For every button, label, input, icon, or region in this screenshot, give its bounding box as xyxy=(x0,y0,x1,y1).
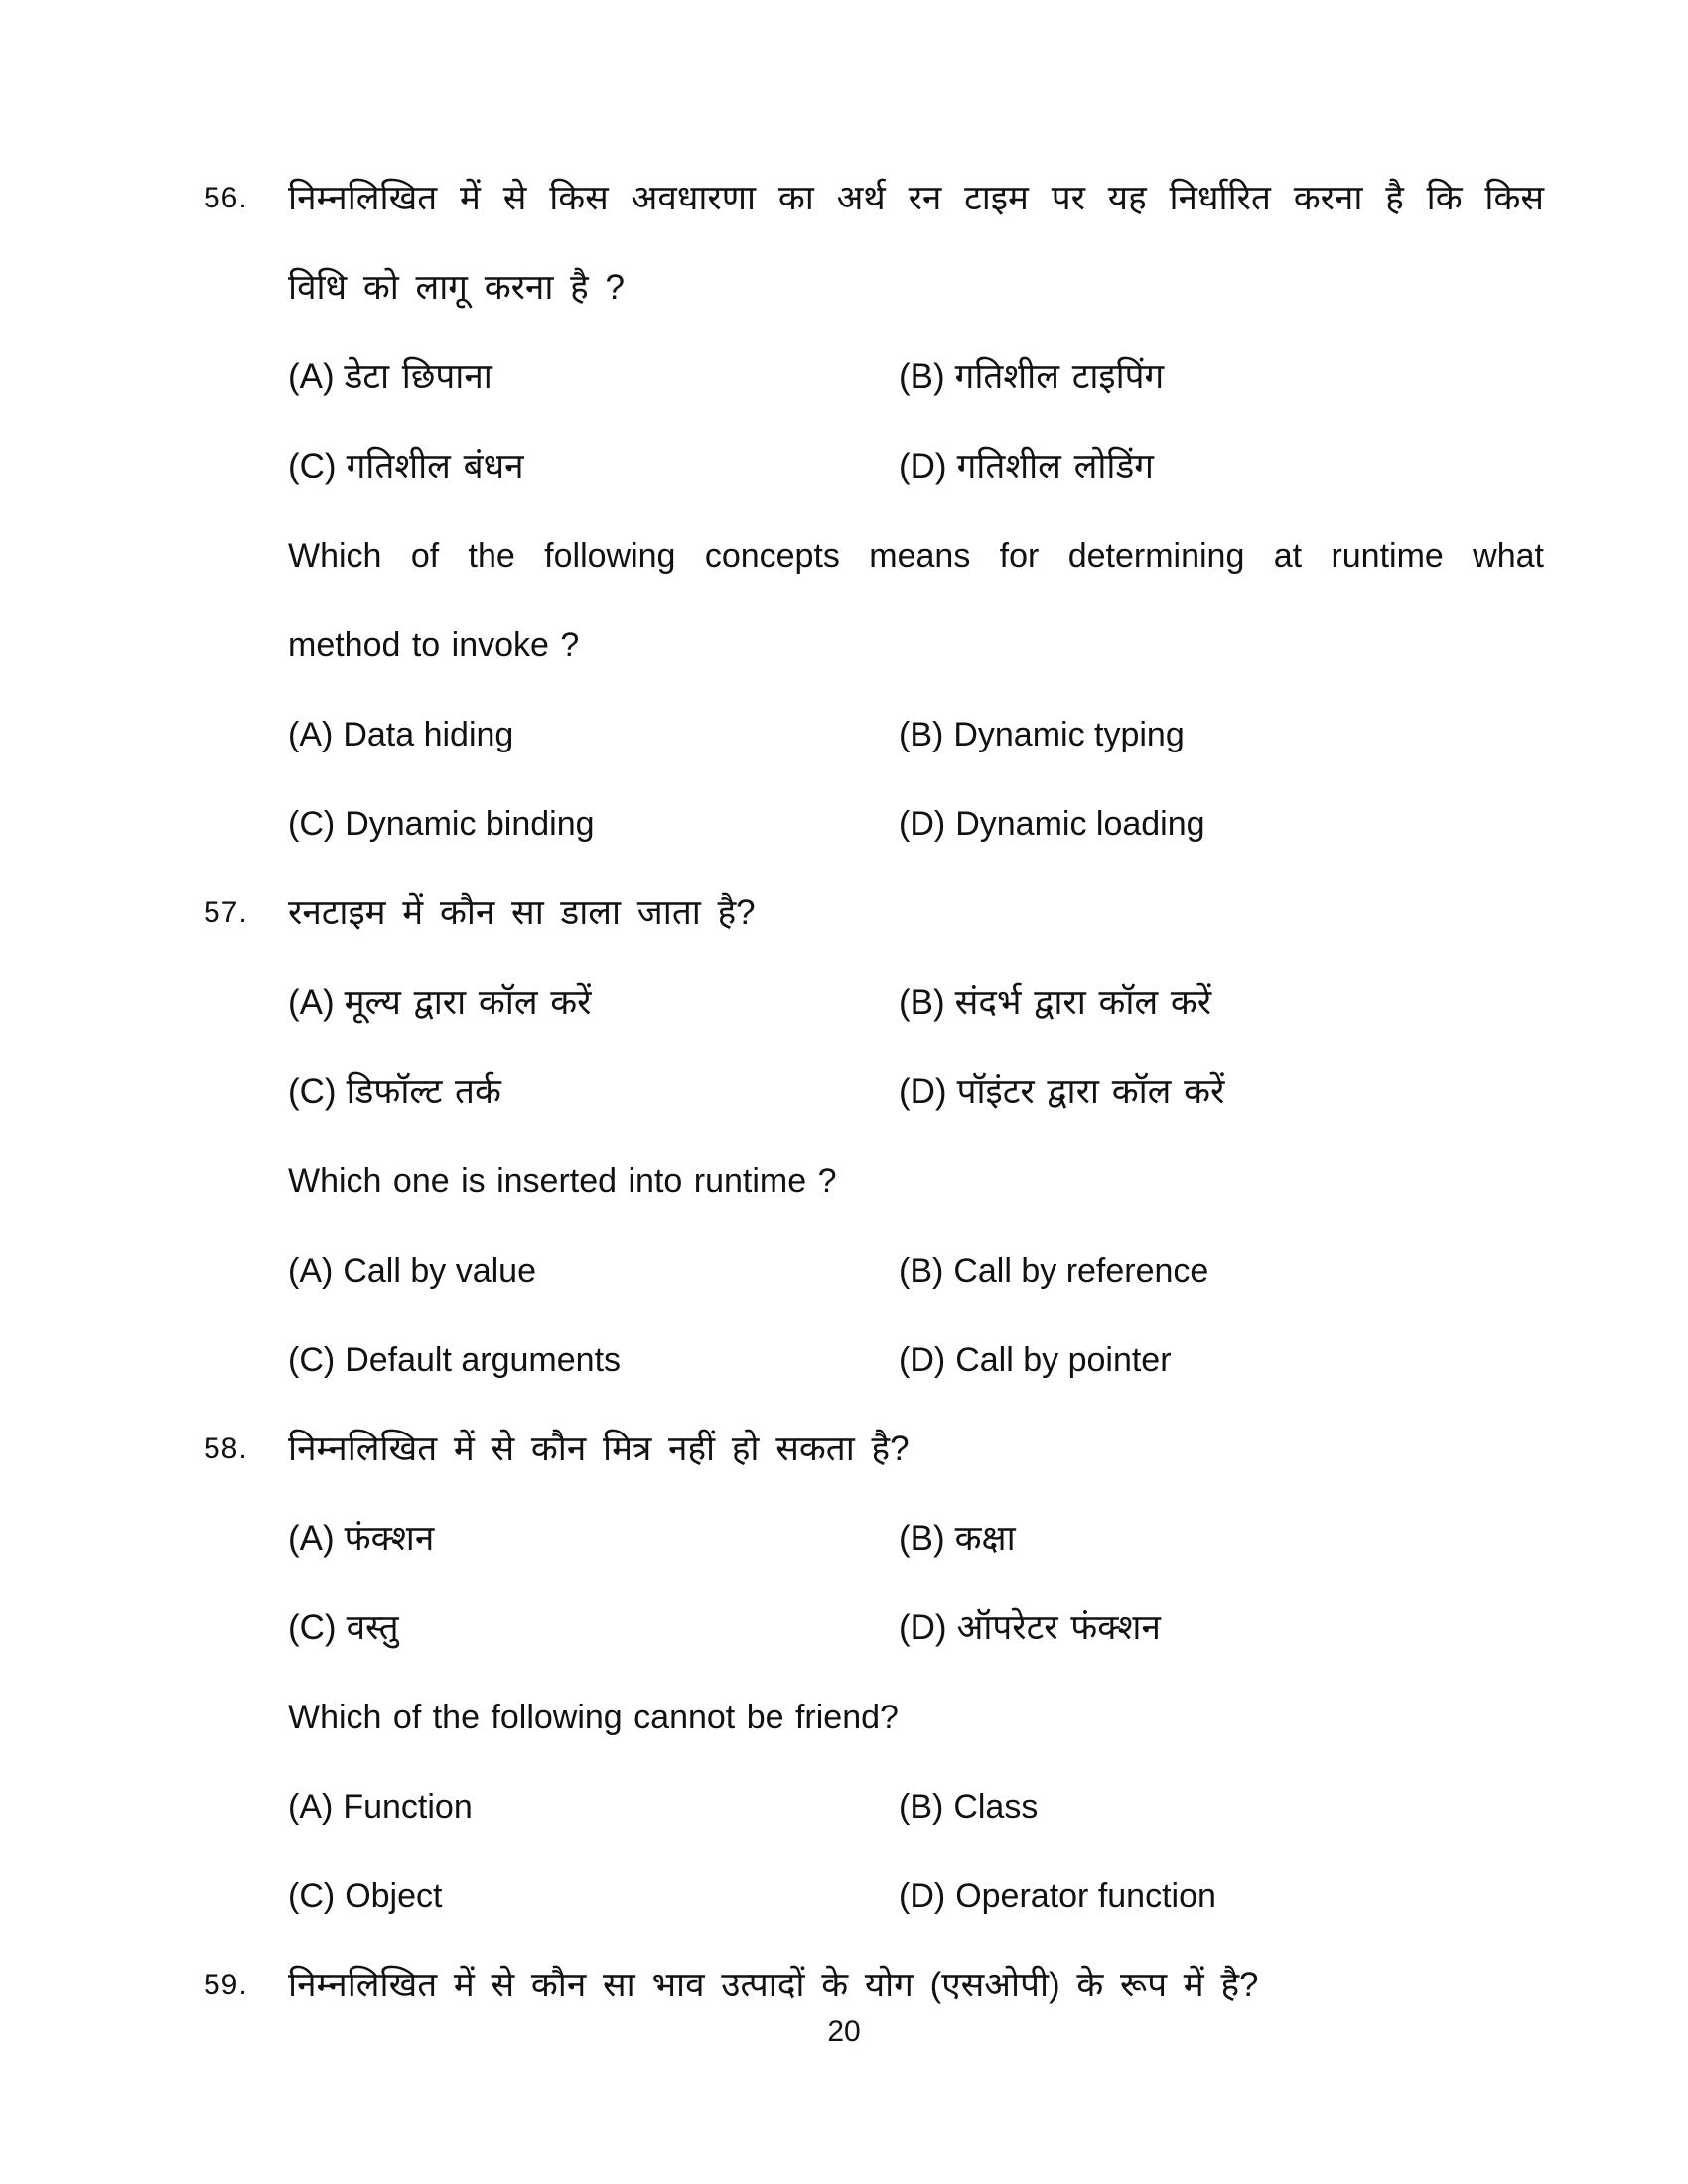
option-text: ऑपरेटर फंक्शन xyxy=(956,1608,1161,1647)
option-text: डिफॉल्ट तर्क xyxy=(346,1072,501,1111)
option-a xyxy=(288,958,899,1047)
option-b xyxy=(899,1762,1544,1851)
question-number: 57. xyxy=(204,896,248,929)
english-options-row xyxy=(288,1851,1544,1941)
hindi-question-line: निम्नलिखित में से कौन सा भाव उत्पादों के योग (एसओपी) के रूप में है? xyxy=(288,1966,1259,2004)
question-number: 56. xyxy=(204,182,248,214)
option-d xyxy=(899,1851,1544,1941)
option-label: (D) xyxy=(899,1877,946,1915)
hindi-question-line: निम्नलिखित में से किस अवधारणा का अर्थ रन टाइम पर यह निर्धारित करना है कि किस xyxy=(288,179,1544,217)
option-text: गतिशील लोडिंग xyxy=(956,447,1154,485)
option-text: डेटा छिपाना xyxy=(344,357,492,396)
option-text: कक्षा xyxy=(954,1519,1016,1558)
hindi-question-line: निम्नलिखित में से कौन मित्र नहीं हो सकता है? xyxy=(288,1430,910,1468)
option-label: (A) xyxy=(288,983,335,1022)
question-57 xyxy=(204,869,1544,1405)
option-text: Call by value xyxy=(343,1252,536,1290)
option-label: (B) xyxy=(899,1252,944,1290)
hindi-options-row xyxy=(288,958,1544,1047)
option-text: फंक्शन xyxy=(344,1519,435,1558)
option-text: Dynamic binding xyxy=(345,805,595,843)
option-c xyxy=(288,1583,899,1673)
question-58 xyxy=(204,1405,1544,1941)
hindi-question-line: विधि को लागू करना है ? xyxy=(288,268,625,307)
english-options-row xyxy=(288,1226,1544,1315)
option-label: (A) xyxy=(288,357,335,396)
option-label: (B) xyxy=(899,1519,945,1558)
option-text: Default arguments xyxy=(345,1341,622,1379)
option-text: Dynamic loading xyxy=(955,805,1205,843)
option-text: वस्तु xyxy=(346,1608,399,1647)
option-a xyxy=(288,333,899,422)
english-options-row xyxy=(288,690,1544,779)
option-c xyxy=(288,1315,899,1405)
option-label: (B) xyxy=(899,716,944,753)
option-text: Operator function xyxy=(955,1877,1216,1915)
option-text: मूल्य द्वारा कॉल करें xyxy=(344,983,592,1022)
english-options-row xyxy=(288,779,1544,869)
english-question-line: Which of the following concepts means for determining at runtime what xyxy=(288,537,1544,575)
option-text: Data hiding xyxy=(343,716,514,753)
option-label: (D) xyxy=(899,1608,947,1647)
option-label: (C) xyxy=(288,447,337,485)
option-text: Class xyxy=(953,1788,1039,1826)
english-question-line: Which one is inserted into runtime ? xyxy=(288,1162,837,1200)
option-label: (C) xyxy=(288,805,336,843)
hindi-options-row xyxy=(288,422,1544,511)
option-label: (B) xyxy=(899,357,945,396)
hindi-options-row xyxy=(288,1494,1544,1583)
option-c xyxy=(288,779,899,869)
question-body xyxy=(288,869,1544,1405)
option-text: Call by reference xyxy=(953,1252,1209,1290)
option-b xyxy=(899,1226,1544,1315)
english-question-line: method to invoke ? xyxy=(288,626,580,664)
option-label: (A) xyxy=(288,1252,334,1290)
option-text: Dynamic typing xyxy=(953,716,1185,753)
option-c xyxy=(288,1851,899,1941)
question-56 xyxy=(204,154,1544,869)
option-a xyxy=(288,1226,899,1315)
option-text: Function xyxy=(343,1788,473,1826)
option-label: (C) xyxy=(288,1341,336,1379)
option-d xyxy=(899,1315,1544,1405)
hindi-options-row xyxy=(288,333,1544,422)
option-d xyxy=(899,1583,1544,1673)
option-label: (D) xyxy=(899,1072,947,1111)
option-label: (B) xyxy=(899,1788,944,1826)
english-question-line: Which of the following cannot be friend? xyxy=(288,1699,899,1736)
option-label: (D) xyxy=(899,805,946,843)
option-label: (C) xyxy=(288,1608,337,1647)
option-label: (C) xyxy=(288,1877,336,1915)
option-label: (C) xyxy=(288,1072,337,1111)
option-b xyxy=(899,1494,1544,1583)
option-label: (A) xyxy=(288,716,334,753)
option-a xyxy=(288,1762,899,1851)
question-body xyxy=(288,1405,1544,1941)
option-d xyxy=(899,422,1544,511)
option-c xyxy=(288,422,899,511)
question-body xyxy=(288,154,1544,869)
option-text: Call by pointer xyxy=(955,1341,1172,1379)
option-d xyxy=(899,779,1544,869)
option-label: (A) xyxy=(288,1519,335,1558)
hindi-options-row xyxy=(288,1047,1544,1137)
option-text: पॉइंटर द्वारा कॉल करें xyxy=(956,1072,1225,1111)
option-a xyxy=(288,1494,899,1583)
question-number: 59. xyxy=(204,1969,248,2001)
option-label: (A) xyxy=(288,1788,334,1826)
option-text: गतिशील बंधन xyxy=(346,447,524,485)
option-a xyxy=(288,690,899,779)
english-options-row xyxy=(288,1762,1544,1851)
option-b xyxy=(899,333,1544,422)
question-number: 58. xyxy=(204,1433,248,1465)
option-b xyxy=(899,958,1544,1047)
hindi-options-row xyxy=(288,1583,1544,1673)
option-label: (D) xyxy=(899,447,947,485)
option-text: संदर्भ द्वारा कॉल करें xyxy=(954,983,1212,1022)
option-text: Object xyxy=(345,1877,443,1915)
option-label: (D) xyxy=(899,1341,946,1379)
english-options-row xyxy=(288,1315,1544,1405)
option-label: (B) xyxy=(899,983,945,1022)
option-text: गतिशील टाइपिंग xyxy=(954,357,1165,396)
option-c xyxy=(288,1047,899,1137)
option-b xyxy=(899,690,1544,779)
hindi-question-line: रनटाइम में कौन सा डाला जाता है? xyxy=(288,893,756,932)
option-d xyxy=(899,1047,1544,1137)
page-number: 20 xyxy=(827,2015,861,2048)
